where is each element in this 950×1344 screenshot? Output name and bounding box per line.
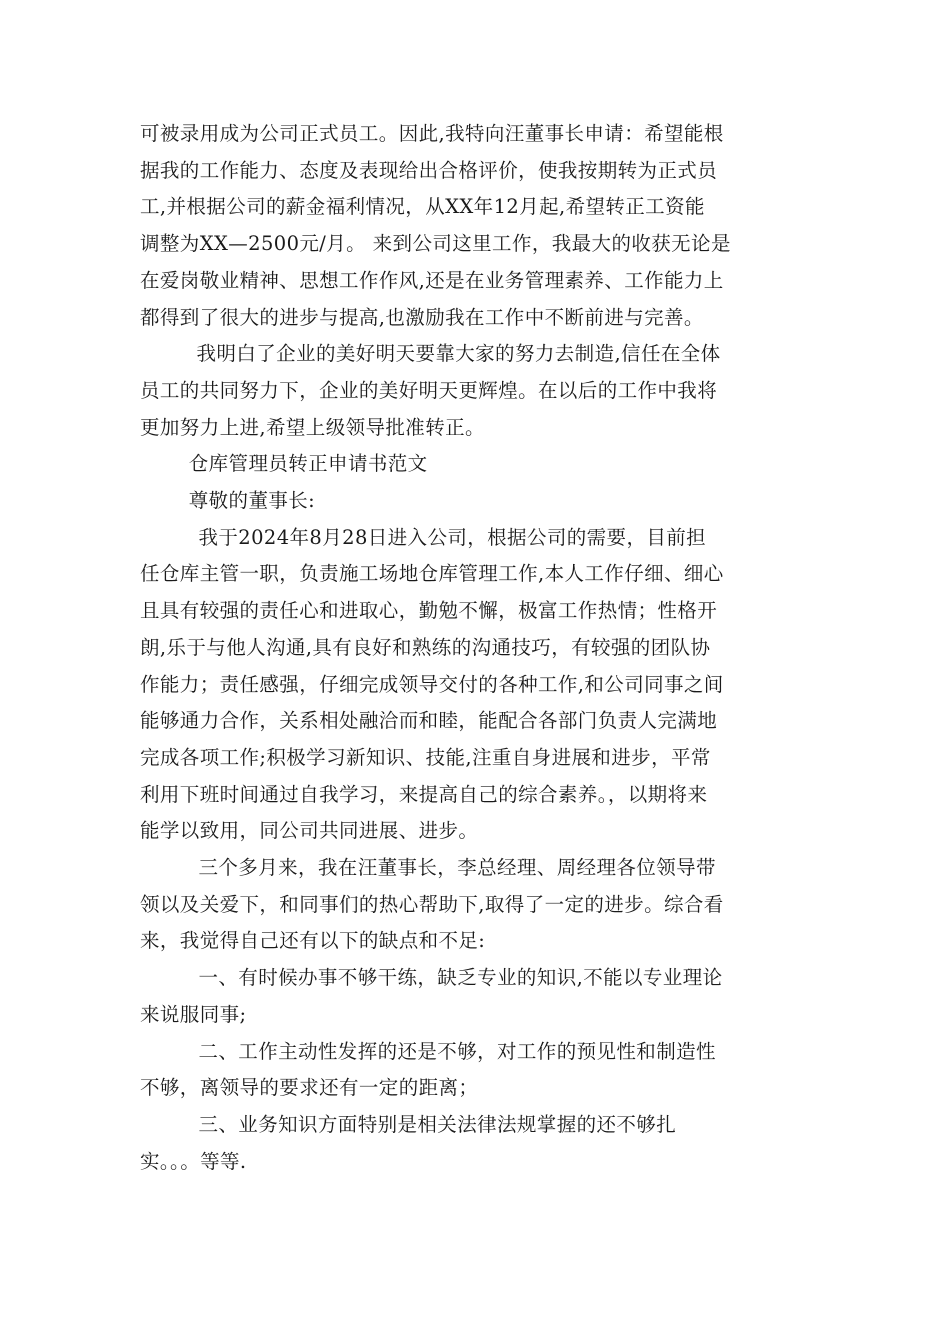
text-line: 一、有时候办事不够干练，缺乏专业的知识,不能以专业理论	[198, 966, 723, 990]
text-line: 来说服同事;	[140, 1002, 247, 1026]
text-line: 能够通力合作，关系相处融洽而和睦，能配合各部门负责人完满地	[140, 709, 718, 733]
text-line: 朗,乐于与他人沟通,具有良好和熟练的沟通技巧，有较强的团队协	[140, 635, 711, 659]
text-line: 调整为XX—2500元/月。 来到公司这里工作，我最大的收获无论是	[140, 232, 731, 256]
text-line: 据我的工作能力、态度及表现给出合格评价，使我按期转为正式员	[140, 158, 718, 182]
paragraph-closing-remarks	[140, 336, 808, 446]
text-line: 能学以致用，同公司共同进展、进步。	[140, 819, 479, 843]
section-heading	[140, 446, 808, 483]
list-item-shortcoming-3	[140, 1107, 808, 1180]
text-line: 都得到了很大的进步与提高,也激励我在工作中不断前进与完善。	[140, 305, 704, 329]
document-body	[140, 116, 808, 1180]
text-line: 任仓库主管一职，负责施工场地仓库管理工作,本人工作仔细、细心	[140, 562, 724, 586]
text-line: 我于2024年8月28日进入公司，根据公司的需要，目前担	[198, 525, 707, 549]
salutation	[140, 483, 808, 520]
text-line: 来，我觉得自己还有以下的缺点和不足:	[140, 929, 486, 953]
list-item-shortcoming-1	[140, 960, 808, 1033]
text-line: 更加努力上进,希望上级领导批准转正。	[140, 415, 485, 439]
text-line: 员工的共同努力下，企业的美好明天更辉煌。在以后的工作中我将	[140, 378, 718, 402]
text-line: 作能力；责任感强，仔细完成领导交付的各种工作,和公司同事之间	[140, 672, 724, 696]
text-line: 工,并根据公司的薪金福利情况，从XX年12月起,希望转正工资能	[140, 195, 705, 219]
text-line: 在爱岗敬业精神、思想工作作风,还是在业务管理素养、工作能力上	[140, 268, 724, 292]
text-line: 三、业务知识方面特别是相关法律法规掌握的还不够扎	[198, 1112, 677, 1136]
text-line: 实。。。等等.	[140, 1149, 247, 1173]
text-line: 二、工作主动性发挥的还是不够，对工作的预见性和制造性	[198, 1039, 716, 1063]
text-line: 三个多月来，我在汪董事长，李总经理、周经理各位领导带	[198, 856, 716, 880]
text-line: 不够，离领导的要求还有一定的距离；	[140, 1076, 479, 1100]
paragraph-application-request	[140, 116, 808, 336]
text-line: 且具有较强的责任心和进取心，勤勉不懈，极富工作热情；性格开	[140, 599, 718, 623]
text-line: 利用下班时间通过自我学习，来提高自己的综合素养。，以期将来	[140, 782, 708, 806]
heading-text: 仓库管理员转正申请书范文	[188, 452, 428, 476]
list-item-shortcoming-2	[140, 1034, 808, 1107]
text-line: 可被录用成为公司正式员工。因此,我特向汪董事长申请：希望能根	[140, 122, 724, 145]
paragraph-self-introduction	[140, 520, 808, 850]
salutation-text: 尊敬的董事长:	[188, 489, 316, 513]
paragraph-progress-summary	[140, 850, 808, 960]
text-line: 我明白了企业的美好明天要靠大家的努力去制造,信任在全体	[196, 342, 721, 366]
text-line: 完成各项工作;积极学习新知识、技能,注重自身进展和进步，平常	[140, 745, 711, 769]
text-line: 领以及关爱下，和同事们的热心帮助下,取得了一定的进步。综合看	[140, 892, 724, 916]
